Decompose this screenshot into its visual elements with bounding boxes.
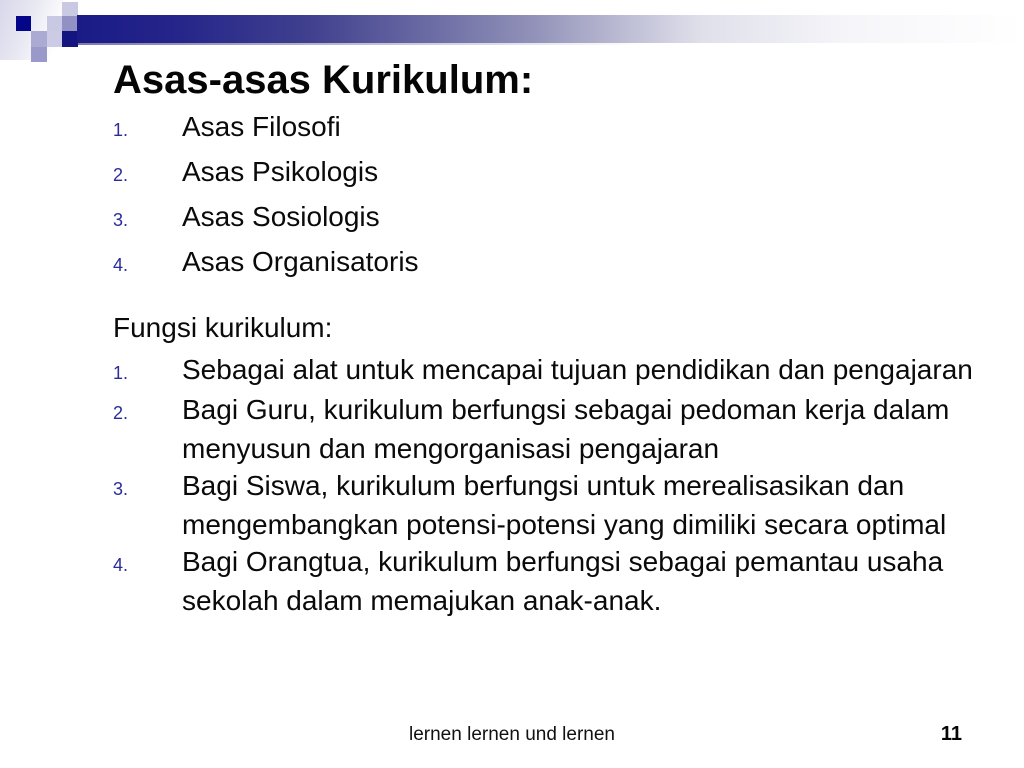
list-item-number: 2. xyxy=(113,165,129,185)
list-item xyxy=(113,196,973,241)
list-item-text: Bagi Siswa, kurikulum berfungsi untuk merealisasikan dan mengembangkan potensi-potensi yang dimiliki secara optimal xyxy=(182,469,947,540)
list-item xyxy=(113,468,1012,544)
list-item-number: 2. xyxy=(113,402,129,423)
decorative-square xyxy=(47,31,63,47)
list-item xyxy=(113,106,973,151)
list-item xyxy=(113,392,1012,468)
list-item-number: 4. xyxy=(113,554,129,575)
list-item-text: Bagi Orangtua, kurikulum berfungsi sebagai pemantau usaha sekolah dalam memajukan anak-anak. xyxy=(182,545,944,616)
header-gradient-bar xyxy=(77,15,1024,43)
decorative-square xyxy=(62,16,78,32)
list-item-text: Bagi Guru, kurikulum berfungsi sebagai pedoman kerja dalam menyusun dan mengorganisasi pengajaran xyxy=(182,393,950,464)
list-item-text: Sebagai alat untuk mencapai tujuan pendidikan dan pengajaran xyxy=(182,354,973,385)
list-item xyxy=(113,151,973,196)
list-item-number: 3. xyxy=(113,210,129,230)
page-number: 11 xyxy=(940,723,962,745)
footer-text: lernen lernen und lernen xyxy=(409,724,615,745)
decorative-square xyxy=(31,31,47,47)
list-item-text: Asas Psikologis xyxy=(182,156,379,187)
fungsi-list xyxy=(113,352,1012,620)
list-item-text: Asas Sosiologis xyxy=(182,201,380,232)
decorative-square xyxy=(62,31,78,47)
list-item xyxy=(113,352,1012,392)
decorative-square xyxy=(31,47,47,63)
asas-list xyxy=(113,106,973,286)
list-item-number: 1. xyxy=(113,120,129,140)
slide-title: Asas-asas Kurikulum: xyxy=(113,58,534,102)
list-item-text: Asas Filosofi xyxy=(182,111,341,142)
subheading: Fungsi kurikulum: xyxy=(113,312,333,343)
list-item-number: 3. xyxy=(113,478,129,499)
decorative-square xyxy=(47,16,63,32)
list-item xyxy=(113,241,973,286)
list-item xyxy=(113,544,1012,620)
list-item-text: Asas Organisatoris xyxy=(182,246,419,277)
list-item-number: 4. xyxy=(113,255,129,275)
decorative-square xyxy=(16,16,32,32)
list-item-number: 1. xyxy=(113,363,129,383)
